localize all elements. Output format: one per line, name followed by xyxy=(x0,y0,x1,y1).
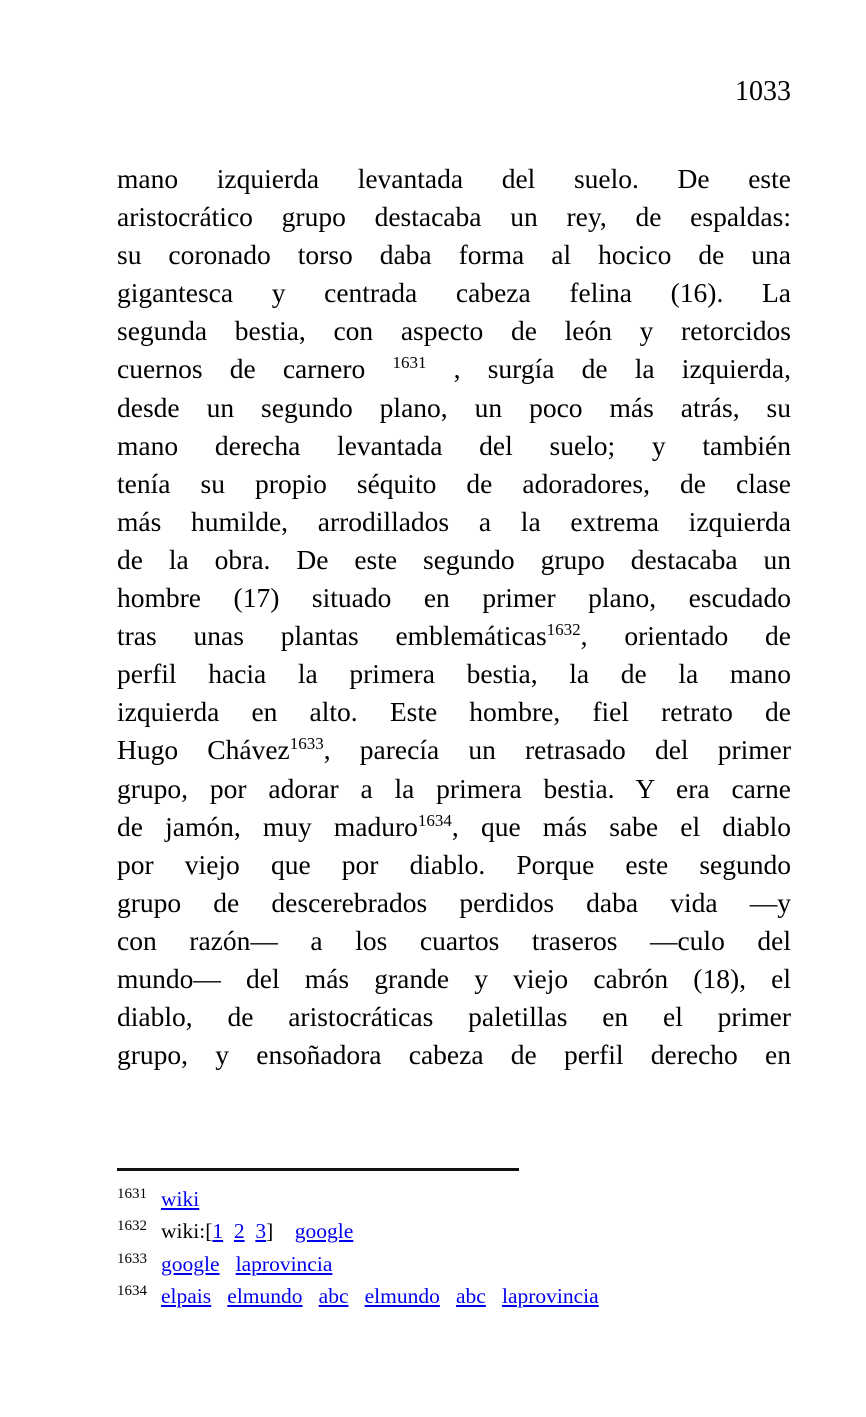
footnote-link[interactable]: 1 xyxy=(212,1219,224,1244)
footnote-number: 1632 xyxy=(117,1218,147,1235)
footnote-content xyxy=(161,1252,332,1276)
text-line xyxy=(117,846,791,884)
text-line xyxy=(117,389,791,427)
text-segment: tenía su propio séquito de adoradores, de clase xyxy=(117,467,791,499)
footnote-content xyxy=(161,1187,199,1211)
text-line xyxy=(117,770,791,808)
text-segment: , surgía de la izquierda, xyxy=(426,353,791,385)
footnote-text xyxy=(245,1219,256,1243)
footnote-link[interactable]: abc xyxy=(318,1283,349,1308)
footnotes xyxy=(117,1183,817,1312)
footnote-ref: 1631 xyxy=(392,353,427,373)
text-line xyxy=(117,160,791,198)
text-line xyxy=(117,579,791,617)
text-segment: su coronado torso daba forma al hocico de una xyxy=(117,239,791,271)
footnote-link[interactable]: google xyxy=(294,1219,354,1244)
footnote-link[interactable]: 3 xyxy=(255,1219,267,1244)
text-line xyxy=(117,274,791,312)
footnote-text xyxy=(211,1284,227,1308)
footnote-link[interactable]: elpais xyxy=(161,1283,212,1308)
text-segment: gigantesca y centrada cabeza felina (16). La xyxy=(117,277,791,309)
footnote-ref: 1634 xyxy=(417,810,452,830)
text-line xyxy=(117,693,791,731)
text-segment: perfil hacia la primera bestia, la de la mano xyxy=(117,658,791,690)
footnote-link[interactable]: wiki xyxy=(161,1187,200,1211)
footnote-link[interactable]: laprovincia xyxy=(235,1251,333,1276)
text-segment: grupo de descerebrados perdidos daba vida —y xyxy=(117,886,791,918)
footnote-ref: 1632 xyxy=(546,620,581,640)
text-segment: , orientado de xyxy=(580,620,791,652)
text-line xyxy=(117,922,791,960)
body-text xyxy=(117,160,791,1074)
text-segment: más humilde, arrodillados a la extrema izquierda xyxy=(117,505,791,537)
footnote-content xyxy=(161,1284,599,1308)
text-line xyxy=(117,731,791,769)
text-line xyxy=(117,884,791,922)
footnote-link[interactable]: abc xyxy=(456,1283,486,1308)
text-segment: cuernos de carnero xyxy=(117,353,393,385)
footnote-text xyxy=(440,1284,456,1308)
footnote-item xyxy=(117,1248,817,1280)
text-line xyxy=(117,617,791,655)
text-line xyxy=(117,1036,791,1074)
footnote-text xyxy=(220,1252,236,1276)
text-segment: de la obra. De este segundo grupo destacaba un xyxy=(117,543,791,575)
text-segment: aristocrático grupo destacaba un rey, de espaldas: xyxy=(117,201,791,233)
footnote-separator xyxy=(117,1168,519,1171)
text-segment: de jamón, muy maduro xyxy=(117,810,418,842)
text-line xyxy=(117,503,791,541)
text-line xyxy=(117,998,791,1036)
text-line xyxy=(117,312,791,350)
text-line xyxy=(117,427,791,465)
text-segment: grupo, y ensoñadora cabeza de perfil derecho en xyxy=(117,1039,791,1071)
footnote-item xyxy=(117,1280,817,1312)
page-number: 1033 xyxy=(735,76,791,107)
footnote-item xyxy=(117,1215,817,1247)
footnote-number: 1634 xyxy=(117,1282,147,1299)
footnote-number: 1633 xyxy=(117,1250,147,1267)
footnote-text xyxy=(486,1284,502,1308)
text-segment: mundo— del más grande y viejo cabrón (18), el xyxy=(117,962,791,994)
text-segment: segunda bestia, con aspecto de león y retorcidos xyxy=(117,315,791,347)
text-segment: mano izquierda levantada del suelo. De este xyxy=(117,163,791,194)
footnote-text xyxy=(223,1219,234,1243)
text-segment: mano derecha levantada del suelo; y también xyxy=(117,429,791,461)
footnote-link[interactable]: elmundo xyxy=(227,1283,303,1308)
text-segment: Hugo Chávez xyxy=(117,734,290,766)
footnote-link[interactable]: 2 xyxy=(233,1219,245,1244)
text-segment: tras unas plantas emblemáticas xyxy=(117,620,547,652)
text-segment: hombre (17) situado en primer plano, escudado xyxy=(117,582,791,614)
footnote-text xyxy=(303,1284,319,1308)
text-line xyxy=(117,960,791,998)
footnote-link[interactable]: laprovincia xyxy=(501,1283,599,1308)
footnote-text: ] xyxy=(266,1219,274,1244)
footnote-text xyxy=(273,1219,295,1243)
text-line xyxy=(117,465,791,503)
footnote-ref: 1633 xyxy=(289,734,324,754)
footnote-item xyxy=(117,1183,817,1215)
footnote-link[interactable]: google xyxy=(161,1251,220,1276)
text-line xyxy=(117,236,791,274)
footnote-number: 1631 xyxy=(117,1186,147,1202)
footnote-text: wiki:[ xyxy=(161,1219,213,1244)
text-line xyxy=(117,541,791,579)
text-segment: izquierda en alto. Este hombre, fiel retrato de xyxy=(117,696,791,728)
text-segment: , parecía un retrasado del primer xyxy=(323,734,791,766)
text-segment: con razón— a los cuartos traseros —culo del xyxy=(117,924,791,956)
text-segment: diablo, de aristocráticas paletillas en el primer xyxy=(117,1001,791,1033)
footnote-text xyxy=(349,1284,365,1308)
text-line xyxy=(117,198,791,236)
footnote-content xyxy=(161,1219,353,1243)
text-segment: , que más sabe el diablo xyxy=(451,810,791,842)
text-segment: por viejo que por diablo. Porque este segundo xyxy=(117,848,791,880)
footnote-link[interactable]: elmundo xyxy=(364,1283,440,1308)
text-segment: desde un segundo plano, un poco más atrás, su xyxy=(117,391,791,423)
text-line xyxy=(117,808,791,846)
text-line xyxy=(117,350,791,388)
text-segment: grupo, por adorar a la primera bestia. Y era carne xyxy=(117,772,791,804)
text-line xyxy=(117,655,791,693)
